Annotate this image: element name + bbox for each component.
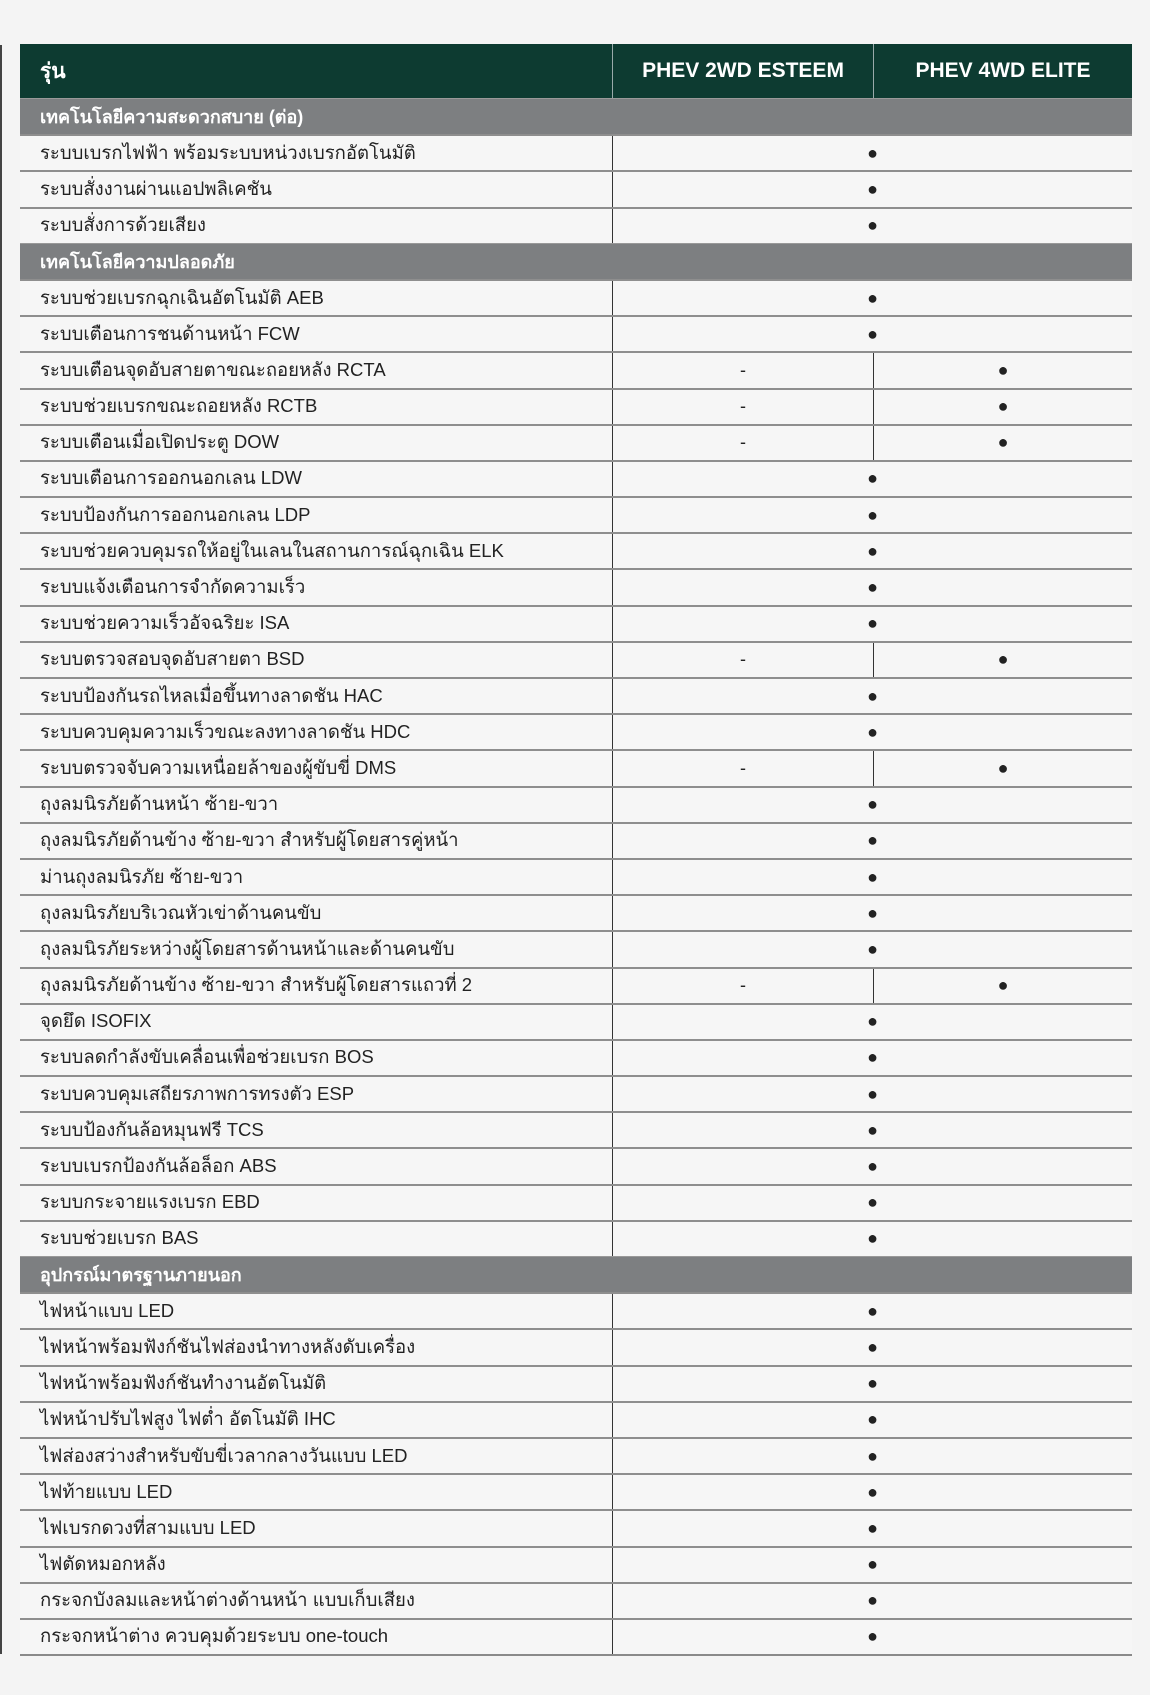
feature-label: ไฟหน้าแบบ LED [40,1299,175,1321]
table-row [20,894,1132,930]
availability-both-models: ● [612,1294,1132,1328]
table-row [20,1075,1132,1111]
availability-elite: ● [873,751,1132,785]
availability-elite: ● [873,969,1132,1003]
table-body [20,98,1132,1654]
availability-both-models: ● [612,570,1132,604]
feature-label: ระบบสั่งงานผ่านแอปพลิเคชัน [40,177,272,199]
feature-label: ถุงลมนิรภัยบริเวณหัวเข่าด้านคนขับ [40,901,322,923]
table-row [20,1039,1132,1075]
availability-both-models: ● [612,317,1132,351]
header-phev-4wd-elite: PHEV 4WD ELITE [873,44,1132,98]
feature-label: ระบบเบรกไฟฟ้า พร้อมระบบหน่วงเบรกอัตโนมัติ [40,141,416,163]
availability-both-models: ● [612,281,1132,315]
feature-label: ระบบเตือนการออกนอกเลน LDW [40,467,302,489]
feature-label: ระบบช่วยเบรก BAS [40,1227,199,1249]
availability-both-models: ● [612,824,1132,858]
feature-label: ระบบเตือนจุดอับสายตาขณะถอยหลัง RCTA [40,358,386,380]
availability-both-models: ● [612,136,1132,170]
availability-both-models: ● [612,209,1132,243]
feature-label: ระบบป้องกันล้อหมุนฟรี TCS [40,1118,264,1140]
header-model-label: รุ่น [40,59,66,83]
availability-esteem: - [612,751,873,785]
table-row [20,134,1132,170]
left-edge-line [0,45,2,1654]
section-header: เทคโนโลยีความปลอดภัย [20,243,1132,279]
table-row [20,1220,1132,1256]
feature-label: ระบบลดกำลังขับเคลื่อนเพื่อช่วยเบรก BOS [40,1046,374,1068]
table-row [20,713,1132,749]
feature-label: กระจกหน้าต่าง ควบคุมด้วยระบบ one-touch [40,1625,389,1647]
table-row [20,641,1132,677]
availability-esteem: - [612,643,873,677]
availability-both-models: ● [612,932,1132,966]
header-phev-2wd-esteem: PHEV 2WD ESTEEM [612,44,873,98]
feature-label: ระบบแจ้งเตือนการจำกัดความเร็ว [40,576,306,598]
availability-elite: ● [873,353,1132,387]
table-row [20,1328,1132,1364]
availability-both-models: ● [612,1041,1132,1075]
table-row [20,677,1132,713]
table-row [20,460,1132,496]
table-row [20,1509,1132,1545]
availability-both-models: ● [612,1113,1132,1147]
feature-label: ถุงลมนิรภัยด้านข้าง ซ้าย-ขวา สำหรับผู้โดยสารแถวที่ 2 [40,974,473,996]
table-row [20,1184,1132,1220]
feature-label: ระบบป้องกันรถไหลเมื่อขึ้นทางลาดชัน HAC [40,684,383,706]
feature-label: ระบบช่วยความเร็วอัจฉริยะ ISA [40,612,290,634]
feature-label: ระบบควบคุมเสถียรภาพการทรงตัว ESP [40,1082,355,1104]
table-row [20,1546,1132,1582]
availability-both-models: ● [612,1548,1132,1582]
feature-label: ถุงลมนิรภัยด้านข้าง ซ้าย-ขวา สำหรับผู้โดยสารคู่หน้า [40,829,459,851]
table-row [20,786,1132,822]
availability-both-models: ● [612,1149,1132,1183]
availability-both-models: ● [612,788,1132,822]
table-row [20,1365,1132,1401]
feature-label: ระบบตรวจจับความเหนื่อยล้าของผู้ขับขี่ DMS [40,756,397,778]
availability-both-models: ● [612,1439,1132,1473]
feature-label: ระบบเตือนการชนด้านหน้า FCW [40,322,300,344]
availability-esteem: - [612,969,873,1003]
feature-label: ไฟส่องสว่างสำหรับขับขี่เวลากลางวันแบบ LED [40,1444,408,1466]
availability-both-models: ● [612,462,1132,496]
availability-both-models: ● [612,896,1132,930]
feature-label: ระบบกระจายแรงเบรก EBD [40,1191,260,1213]
feature-label: ไฟเบรกดวงที่สามแบบ LED [40,1516,256,1538]
table-row [20,858,1132,894]
table-row [20,1437,1132,1473]
table-row [20,279,1132,315]
availability-elite: ● [873,643,1132,677]
table-row [20,967,1132,1003]
table-row [20,1582,1132,1618]
availability-elite: ● [873,390,1132,424]
availability-elite: ● [873,426,1132,460]
availability-both-models: ● [612,498,1132,532]
table-row [20,1147,1132,1183]
availability-both-models: ● [612,1367,1132,1401]
table-row [20,822,1132,858]
availability-both-models: ● [612,1222,1132,1256]
feature-label: ระบบช่วยเบรกขณะถอยหลัง RCTB [40,395,318,417]
table-row [20,1618,1132,1654]
table-row [20,388,1132,424]
feature-label: ม่านถุงลมนิรภัย ซ้าย-ขวา [40,865,244,887]
feature-label: ระบบตรวจสอบจุดอับสายตา BSD [40,648,305,670]
feature-label: ระบบเตือนเมื่อเปิดประตู DOW [40,431,280,453]
table-row [20,351,1132,387]
feature-label: จุดยึด ISOFIX [40,1010,152,1032]
table-row [20,749,1132,785]
table-row [20,207,1132,243]
feature-label: ระบบช่วยควบคุมรถให้อยู่ในเลนในสถานการณ์ฉุกเฉิน ELK [40,539,504,561]
feature-label: ไฟหน้าปรับไฟสูง ไฟต่ำ อัตโนมัติ IHC [40,1408,336,1430]
table-row [20,568,1132,604]
table-row [20,1401,1132,1437]
table-row [20,1473,1132,1509]
feature-label: ระบบช่วยเบรกฉุกเฉินอัตโนมัติ AEB [40,286,324,308]
feature-label: ระบบสั่งการด้วยเสียง [40,214,206,236]
feature-label: ไฟหน้าพร้อมฟังก์ชันไฟส่องนำทางหลังดับเครื่อง [40,1335,416,1357]
table-row [20,532,1132,568]
table-header [20,44,1132,98]
table-row [20,424,1132,460]
section-header: อุปกรณ์มาตรฐานภายนอก [20,1256,1132,1292]
section-header: เทคโนโลยีความสะดวกสบาย (ต่อ) [20,98,1132,134]
availability-esteem: - [612,426,873,460]
availability-both-models: ● [612,1005,1132,1039]
availability-both-models: ● [612,860,1132,894]
feature-label: ถุงลมนิรภัยระหว่างผู้โดยสารด้านหน้าและด้านคนขับ [40,937,455,959]
feature-label: ระบบป้องกันการออกนอกเลน LDP [40,503,311,525]
availability-both-models: ● [612,1186,1132,1220]
spec-table [20,44,1132,1656]
feature-label: กระจกบังลมและหน้าต่างด้านหน้า แบบเก็บเสียง [40,1589,415,1611]
feature-label: ไฟตัดหมอกหลัง [40,1553,166,1575]
availability-both-models: ● [612,172,1132,206]
table-row [20,1292,1132,1328]
table-row [20,1003,1132,1039]
availability-both-models: ● [612,715,1132,749]
availability-both-models: ● [612,1475,1132,1509]
table-row [20,605,1132,641]
availability-both-models: ● [612,607,1132,641]
table-row [20,930,1132,966]
table-row [20,496,1132,532]
table-row [20,315,1132,351]
feature-label: ถุงลมนิรภัยด้านหน้า ซ้าย-ขวา [40,793,279,815]
availability-both-models: ● [612,1511,1132,1545]
availability-esteem: - [612,390,873,424]
feature-label: ไฟท้ายแบบ LED [40,1480,173,1502]
availability-both-models: ● [612,1584,1132,1618]
feature-label: ระบบควบคุมความเร็วขณะลงทางลาดชัน HDC [40,720,411,742]
feature-label: ไฟหน้าพร้อมฟังก์ชันทำงานอัตโนมัติ [40,1372,327,1394]
availability-both-models: ● [612,679,1132,713]
availability-both-models: ● [612,1330,1132,1364]
availability-both-models: ● [612,1403,1132,1437]
table-row [20,170,1132,206]
table-row [20,1111,1132,1147]
availability-esteem: - [612,353,873,387]
feature-label: ระบบเบรกป้องกันล้อล็อก ABS [40,1155,277,1177]
availability-both-models: ● [612,1077,1132,1111]
availability-both-models: ● [612,534,1132,568]
availability-both-models: ● [612,1620,1132,1654]
